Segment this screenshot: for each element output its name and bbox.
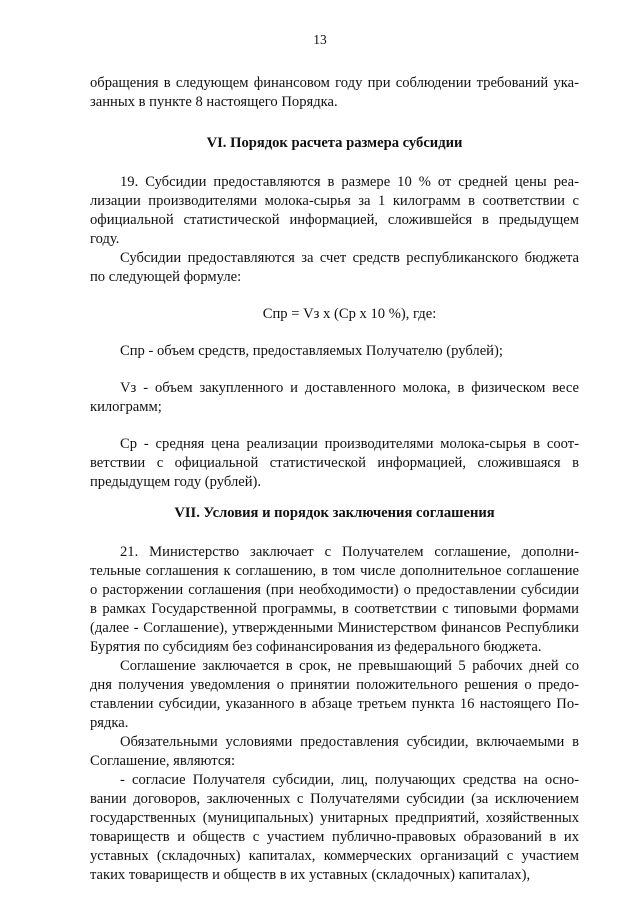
paragraph-19: 19. Субсидии предоставляются в размере 10 % от средней цены реализации производителями молока-сырья за 1 килограмм в соответствии с официальной статистической информацией, сложившейся в предыдущем году.	[90, 174, 579, 247]
paragraph-21: 21. Министерство заключает с Получателем соглашение, дополнительные соглашения к соглашению, в том числе дополнительное соглашение о расторжении соглашения (при необходимости) о предоставлении субсидии в рамках Государственной программы, в соответствии с типовыми формами (далее - Соглашение), утвержденными Министерством финансов Республики Бурятия по субсидиям без софинансирования из федерального бюджета.	[90, 544, 579, 655]
definition-spr: Спр - объем средств, предоставляемых Получателю (рублей);	[120, 343, 503, 359]
definition-sr: Ср - средняя цена реализации производителями молока-сырья в соответствии с официальной статистической информацией, сложившаяся в предыдущем году (рублей).	[90, 436, 579, 490]
definition-vz: Vз - объем закупленного и доставленного молока, в физическом весе килограмм;	[90, 380, 579, 415]
page-number: 13	[313, 32, 327, 47]
paragraph-21-conditions: Обязательными условиями предоставления субсидии, включаемыми в Соглашение, являются:	[90, 734, 579, 769]
paragraph-continuation: обращения в следующем финансовом году при соблюдении требований указанных в пункте 8 настоящего Порядка.	[90, 75, 579, 110]
paragraph-21-consent: - согласие Получателя субсидии, лиц, получающих средства на основании договоров, заключенных с Получателями субсидии (за исключением государственных (муниципальных) унитарных предприятий, хозяйственных товариществ и обществ с участием публично-правовых образований в их уставных (складочных) капиталах, коммерческих организаций с участием таких товариществ и обществ в их уставных (складочных) капиталах),	[90, 772, 579, 883]
paragraph-19-funding: Субсидии предоставляются за счет средств республиканского бюджета по следующей формуле:	[90, 250, 579, 285]
paragraph-21-term: Соглашение заключается в срок, не превышающий 5 рабочих дней со дня получения уведомления о принятии положительного решения о предоставлении субсидии, указанного в абзаце третьем пункта 16 настоящего Порядка.	[90, 658, 579, 731]
section-7-heading: VII. Условия и порядок заключения соглашения	[174, 505, 495, 521]
subsidy-formula: Спр = Vз x (Ср x 10 %), где:	[262, 306, 437, 322]
document-body	[90, 74, 579, 885]
section-6-heading: VI. Порядок расчета размера субсидии	[206, 135, 463, 151]
